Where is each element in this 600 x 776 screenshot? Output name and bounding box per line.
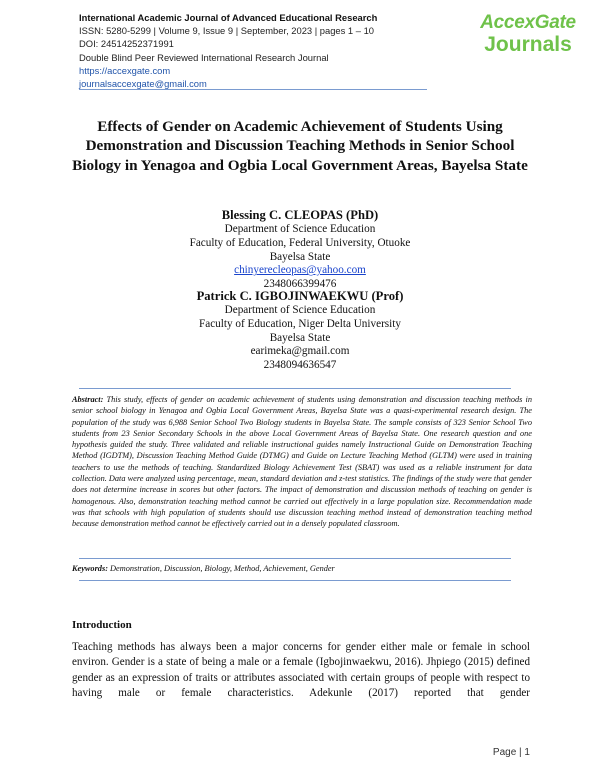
logo-line-2: Journals [484,33,572,56]
page-number: Page | 1 [492,747,530,758]
author-email: earimeka@gmail.com [250,345,350,358]
author-block-2 [60,289,540,373]
journal-name: International Academic Journal of Advanced Educational Research [79,12,378,23]
logo-line-1: AccexGate [480,12,576,33]
header-divider [79,89,427,90]
author-phone: 2348094636547 [263,359,337,372]
review-type: Double Blind Peer Reviewed International Research Journal [79,51,329,63]
keywords-divider [79,580,511,581]
journal-email-link[interactable]: journalsaccexgate@gmail.com [79,78,207,90]
author-department: Department of Science Education [224,223,376,235]
accexgate-logo [468,12,588,56]
journal-url-link[interactable]: https://accexgate.com [79,64,171,76]
author-name: Patrick C. IGBOJINWAEKWU (Prof) [196,289,404,303]
paper-title: Effects of Gender on Academic Achievement of Students Using Demonstration and Discussion Teaching Methods in Senior School Biology in Yenagoa and Ogbia Local Government Areas, Bayelsa State [72,118,528,174]
journal-header [79,11,434,90]
abstract-bottom-divider [79,558,511,559]
issn-line: ISSN: 5280-5299 | Volume 9, Issue 9 | September, 2023 | pages 1 – 10 [79,25,374,37]
keywords [72,564,532,573]
abstract-label: Abstract: [72,395,104,404]
author-email-link[interactable]: chinyerecleopas@yahoo.com [234,264,366,277]
author-state: Bayelsa State [269,331,331,344]
author-phone: 2348066399476 [263,278,337,291]
author-faculty: Faculty of Education, Federal University, Otuoke [189,236,411,249]
abstract-text: This study, effects of gender on academic achievement of students using demonstration and discussion teaching methods in senior school biology in Yenagoa and Ogbia Local Government Areas, Bayelsa State was a quasi-experimental research design. The population of the study was 6,988 Senior School Two Biology students in Bayelsa State. The sample consists of 323 Senior School Two students from 23 Senior Secondary Schools in the above Local Government Areas of Bayelsa State. One research question and one hypothesis guided the study. Three validated and reliable instructional guides namely Instructional Guide on Demonstration Teaching Method (IGDTM), Discussion Teaching Method Guide (DTMG) and Guide on Lecture Teaching Method (GLTM) were used in training teachers to use the methods of teaching. Standardized Biology Achievement Test (SBAT) was used as a reliable instrument for data collection. Data were analyzed using percentage, mean, standard deviation and z-test statistics. The findings of the study were that gender does not determine increase in scores but other factors. The impact of demonstration and discussion methods of teaching on gender is homogenous. Also, demonstration teaching method cannot be carried out effectively in a large population size. Recommendation made was that schools with high population of students should use discussion teaching method instead of demonstration teaching method because demonstration method cannot be effectively carried out in a densely populated classroom. [72,395,533,529]
doi: DOI: 24514252371991 [79,38,174,50]
abstract-top-divider [79,388,511,389]
abstract [72,394,532,530]
author-name: Blessing C. CLEOPAS (PhD) [221,208,379,222]
keywords-text: Demonstration, Discussion, Biology, Method, Achievement, Gender [110,564,335,573]
author-block-1 [60,208,540,292]
section-heading: Introduction [72,619,132,631]
author-faculty: Faculty of Education, Niger Delta University [199,317,401,330]
keywords-label: Keywords: [72,564,108,573]
author-department: Department of Science Education [224,304,376,316]
author-state: Bayelsa State [269,250,331,263]
intro-paragraph: Teaching methods has always been a major concerns for gender either male or female in school environ. Gender is a state of being a male or a female (Igbojinwaekwu, 2016). Jhpiego (2015) defined gender as an expression of traits or attributes associated with certain groups of people with respect to having male or female characteristics. Adekunle (2017) reported that gender [72,641,530,699]
